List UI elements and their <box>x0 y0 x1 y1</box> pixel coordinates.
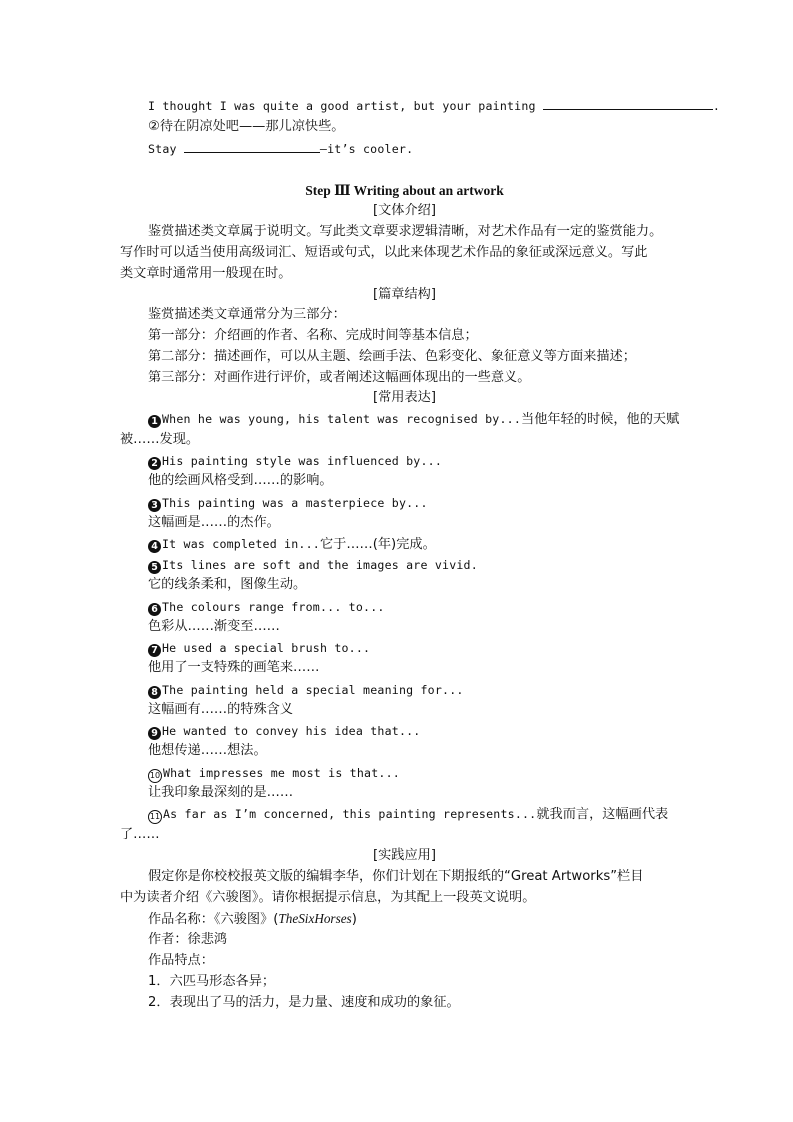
exercise-line-3 <box>148 140 413 158</box>
practice-paragraph-line-2: 中为读者介绍《六骏图》。请你根据提示信息，为其配上一段英文说明。 <box>120 890 536 905</box>
structure-line: 第一部分：介绍画的作者、名称、完成时间等基本信息； <box>148 328 478 343</box>
number-badge: 5 <box>148 561 161 574</box>
expression-item-4 <box>148 535 436 554</box>
exercise-line-2: ②待在阴凉处吧——那儿凉快些。 <box>148 119 345 134</box>
expressions-heading: [常用表达] <box>372 390 437 405</box>
work-title-line <box>148 910 357 929</box>
expression-cn: 它的线条柔和，图像生动。 <box>148 577 307 592</box>
expression-en: The painting held a special meaning for... <box>162 683 464 697</box>
exercise-line-3-start: Stay <box>148 142 184 156</box>
expression-cn: 这幅画有……的特殊含义 <box>148 702 294 717</box>
expression-cn: 它于……(年)完成。 <box>319 537 436 552</box>
expression-en: He used a special brush to... <box>162 641 371 655</box>
practice-heading: [实践应用] <box>372 848 437 863</box>
expression-en: As far as I’m concerned, this painting represents... <box>163 807 537 821</box>
exercise-line-3-end: —it’s cooler. <box>319 142 414 156</box>
exercise-line-1-end: . <box>712 99 721 113</box>
intro-paragraph-line-1: 鉴赏描述类文章属于说明文。写此类文章要求逻辑清晰，对艺术作品有一定的鉴赏能力。 <box>148 224 663 239</box>
expression-item-6 <box>148 598 385 617</box>
exercise-line-1 <box>148 97 720 115</box>
expression-item-8 <box>148 681 464 700</box>
work-features-label: 作品特点： <box>148 953 214 968</box>
expression-en: His painting style was influenced by... <box>162 454 443 468</box>
number-badge: 1 <box>148 415 161 428</box>
intro-heading: [文体介绍] <box>372 203 437 218</box>
expression-en: This painting was a masterpiece by... <box>162 496 428 510</box>
work-title-close: ) <box>351 912 357 927</box>
number-badge: 3 <box>148 499 161 512</box>
work-title-label: 作品名称：《六骏图》( <box>148 912 279 927</box>
structure-line: 鉴赏描述类文章通常分为三部分： <box>148 307 346 322</box>
structure-line: 第三部分：对画作进行评价，或者阐述这幅画体现出的一些意义。 <box>148 370 531 385</box>
expression-cn-continued: 被……发现。 <box>120 432 200 447</box>
expression-en: Its lines are soft and the images are vivid. <box>162 558 478 572</box>
expression-cn: 就我而言，这幅画代表 <box>536 807 669 822</box>
number-badge: 11 <box>148 810 162 824</box>
work-feature-1: 1．六匹马形态各异； <box>148 974 276 989</box>
structure-line: 第二部分：描述画作，可以从主题、绘画手法、色彩变化、象征意义等方面来描述； <box>148 349 636 364</box>
work-title-english: TheSixHorses <box>278 911 352 926</box>
expression-cn: 这幅画是……的杰作。 <box>148 515 280 530</box>
expression-item-11 <box>148 805 668 824</box>
expression-item-3 <box>148 494 428 513</box>
number-badge: 4 <box>148 540 161 553</box>
work-author: 作者：徐悲鸿 <box>148 932 228 947</box>
number-badge: 2 <box>148 457 161 470</box>
expression-cn: 他用了一支特殊的画笔来…… <box>148 660 320 675</box>
number-badge: 7 <box>148 644 161 657</box>
answer-blank-1[interactable] <box>543 97 713 110</box>
expression-en: The colours range from... to... <box>162 600 385 614</box>
work-feature-2: 2．表现出了马的活力，是力量、速度和成功的象征。 <box>148 995 460 1010</box>
answer-blank-2[interactable] <box>184 140 320 153</box>
expression-en: When he was young, his talent was recognised by... <box>162 412 522 426</box>
expression-item-2 <box>148 452 442 471</box>
expression-cn: 色彩从……渐变至…… <box>148 619 280 634</box>
number-badge: 9 <box>148 727 161 740</box>
expression-item-10 <box>148 764 400 783</box>
intro-paragraph-line-2: 写作时可以适当使用高级词汇、短语或句式，以此来体现艺术作品的象征或深远意义。写此 <box>120 245 648 260</box>
exercise-line-1-text: I thought I was quite a good artist, but your painting <box>148 99 543 113</box>
structure-heading: [篇章结构] <box>372 287 437 302</box>
expression-item-9 <box>148 722 420 741</box>
expression-cn: 让我印象最深刻的是…… <box>148 785 294 800</box>
expression-item-5 <box>148 556 478 575</box>
number-badge: 10 <box>148 769 162 783</box>
number-badge: 6 <box>148 603 161 616</box>
step-title: Step Ⅲ Writing about an artwork <box>305 183 504 198</box>
expression-en: What impresses me most is that... <box>163 766 400 780</box>
expression-item-7 <box>148 639 370 658</box>
number-badge: 8 <box>148 686 161 699</box>
expression-item-1 <box>148 410 679 429</box>
expression-en: It was completed in... <box>162 537 320 551</box>
practice-paragraph-line-1: 假定你是你校校报英文版的编辑李华，你们计划在下期报纸的“Great Artworks”栏目 <box>148 869 644 884</box>
expression-cn: 当他年轻的时候，他的天赋 <box>521 412 680 427</box>
expression-en: He wanted to convey his idea that... <box>162 724 421 738</box>
intro-paragraph-line-3: 类文章时通常用一般现在时。 <box>120 266 292 281</box>
expression-cn: 他想传递……想法。 <box>148 743 267 758</box>
expression-cn-continued: 了…… <box>120 827 160 842</box>
expression-cn: 他的绘画风格受到……的影响。 <box>148 473 333 488</box>
